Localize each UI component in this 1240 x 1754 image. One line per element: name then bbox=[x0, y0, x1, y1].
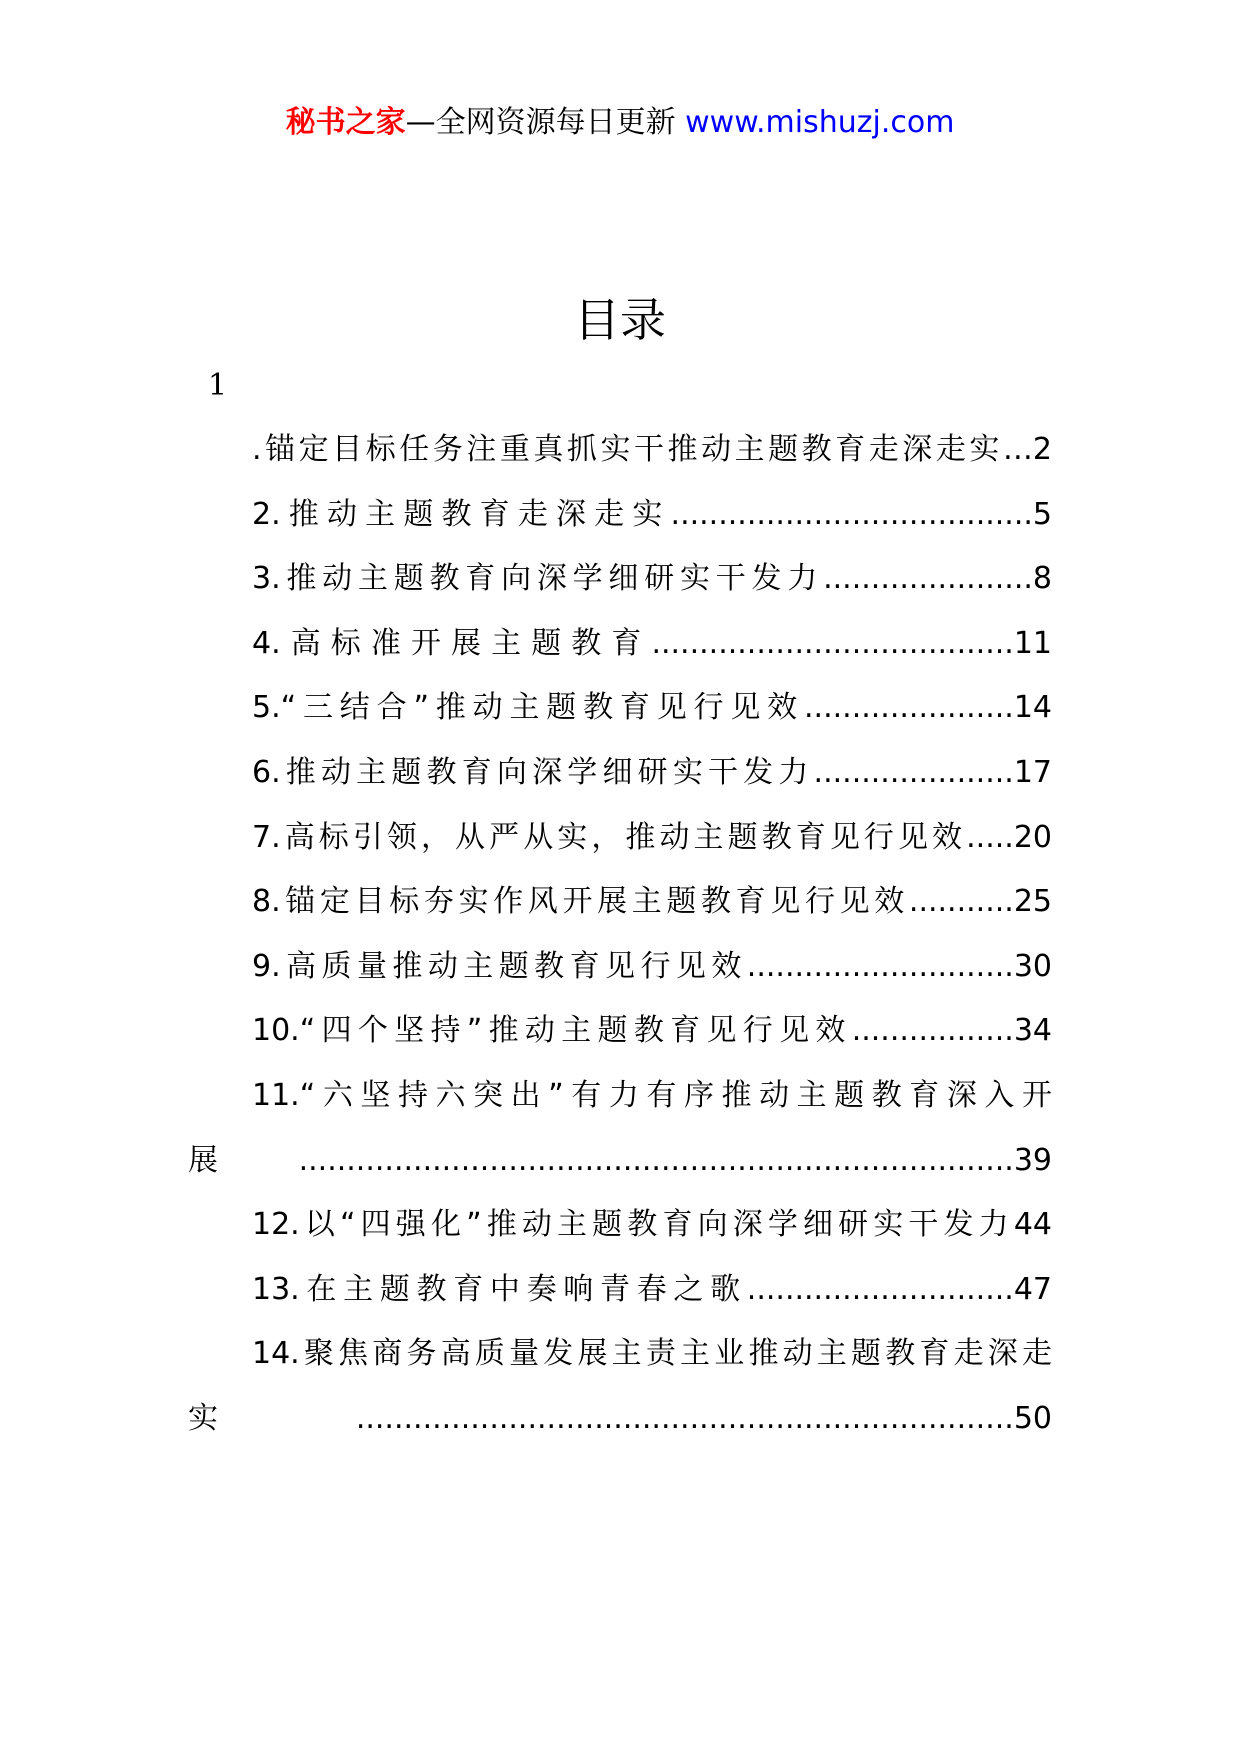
toc-entry-page: 20 bbox=[1013, 819, 1052, 855]
toc-entry-leader: ............................ bbox=[746, 1271, 1014, 1307]
toc-entry-8[interactable] bbox=[188, 870, 1052, 935]
toc-entry-page: 39 bbox=[1013, 1142, 1052, 1178]
toc-entry-leader: ........................................................................... bbox=[298, 1142, 1014, 1178]
toc-entry-page: 2 bbox=[1032, 432, 1052, 467]
toc-entry-number: 11. bbox=[252, 1077, 300, 1113]
toc-entry-leader: ...................................... bbox=[670, 496, 1033, 532]
toc-entry-title: “四个坚持”推动主题教育见行见效 bbox=[299, 1013, 852, 1049]
toc-entry-page: 14 bbox=[1013, 690, 1052, 726]
toc-entry-12[interactable] bbox=[188, 1193, 1052, 1258]
toc-entry-page: 34 bbox=[1013, 1013, 1052, 1049]
toc-entry-title: “六坚持六突出”有力有序推动主题教育深入开展 bbox=[188, 1077, 1052, 1178]
toc-entry-number: 14. bbox=[252, 1336, 300, 1372]
toc-entry-leader: ............................ bbox=[746, 948, 1014, 984]
brand-name: 秘书之家 bbox=[285, 105, 406, 140]
toc-entry-title: “三结合”推动主题教育见行见效 bbox=[280, 690, 805, 726]
toc-entry-page: 17 bbox=[1013, 754, 1052, 790]
toc-entry-leader: ...................... bbox=[804, 690, 1014, 726]
toc-entry-2[interactable] bbox=[188, 483, 1052, 548]
toc-entry-page: 47 bbox=[1013, 1271, 1052, 1307]
toc-entry-title: 锚定目标夯实作风开展主题教育见行见效 bbox=[280, 884, 909, 920]
toc-entry-leader: ..... bbox=[966, 819, 1014, 855]
toc-entry-number: 10. bbox=[252, 1013, 300, 1049]
toc-entry-title: 高标引领，从严从实，推动主题教育见行见效 bbox=[280, 819, 967, 855]
toc-entry-title: 以“四强化”推动主题教育向深学细研实干发力 bbox=[299, 1207, 1014, 1243]
toc-entry-page: 8 bbox=[1032, 561, 1052, 597]
toc-entry-leader: ........... bbox=[908, 884, 1014, 920]
toc-entry-leader: ................. bbox=[851, 1013, 1014, 1049]
toc-entry-number: 13. bbox=[252, 1271, 300, 1307]
toc-entry-title: 在主题教育中奏响青春之歌 bbox=[299, 1271, 747, 1307]
toc-entry-leader: ...................... bbox=[823, 561, 1033, 597]
toc-entry-number: 4. bbox=[252, 625, 281, 661]
toc-entry-5[interactable] bbox=[188, 676, 1052, 741]
toc-entry-title: 聚焦商务高质量发展主责主业推动主题教育走深走实 bbox=[188, 1336, 1052, 1436]
toc-entry-leader: ..................... bbox=[813, 754, 1014, 790]
toc-entry-6[interactable] bbox=[188, 741, 1052, 806]
toc-entry-title: 推动主题教育走深走实 bbox=[280, 496, 671, 532]
toc-entry-page: 25 bbox=[1013, 884, 1052, 920]
toc-entry-13[interactable] bbox=[188, 1258, 1052, 1323]
toc-entry-number: 9. bbox=[252, 948, 281, 984]
toc-entry-7[interactable] bbox=[188, 806, 1052, 871]
toc-entry-10[interactable] bbox=[188, 999, 1052, 1064]
table-of-contents bbox=[188, 418, 1052, 1452]
page-title: 目录 bbox=[574, 293, 666, 347]
toc-entry-number: 5. bbox=[252, 690, 281, 726]
toc-entry-leader: ..................................................................... bbox=[355, 1400, 1014, 1436]
toc-entry-page: 30 bbox=[1013, 948, 1052, 984]
toc-entry-4[interactable] bbox=[188, 612, 1052, 677]
toc-entry-number: 6. bbox=[252, 754, 281, 790]
toc-entry-1[interactable] bbox=[188, 418, 1052, 483]
toc-entry-leader: … bbox=[1002, 432, 1033, 467]
header-tagline: —全网资源每日更新 bbox=[405, 105, 676, 140]
toc-entry-page: 44 bbox=[1013, 1207, 1052, 1243]
toc-entry-number: 12. bbox=[252, 1207, 300, 1243]
toc-entry-page: 5 bbox=[1032, 496, 1052, 532]
toc-entry-9[interactable] bbox=[188, 935, 1052, 1000]
toc-entry-number: 8. bbox=[252, 884, 281, 920]
toc-entry-3[interactable] bbox=[188, 547, 1052, 612]
toc-entry-leader: ...................................... bbox=[651, 625, 1014, 661]
toc-entry-title: 锚定目标任务注重真抓实干推动主题教育走深走实 bbox=[261, 432, 1003, 467]
toc-entry-number: 3. bbox=[252, 561, 281, 597]
toc-entry-number: . bbox=[252, 432, 262, 467]
toc-entry-title: 高标准开展主题教育 bbox=[280, 625, 652, 661]
toc-field-mark: 1 bbox=[208, 368, 228, 403]
toc-entry-title: 推动主题教育向深学细研实干发力 bbox=[280, 754, 814, 790]
toc-entry-number: 2. bbox=[252, 496, 281, 532]
toc-entry-page: 11 bbox=[1013, 625, 1052, 661]
toc-entry-title: 推动主题教育向深学细研实干发力 bbox=[280, 561, 824, 597]
toc-entry-title: 高质量推动主题教育见行见效 bbox=[280, 948, 747, 984]
toc-entry-number: 7. bbox=[252, 819, 281, 855]
toc-entry-page: 50 bbox=[1013, 1400, 1052, 1436]
toc-entry-14[interactable] bbox=[188, 1322, 1052, 1451]
site-url-link[interactable]: www.mishuzj.com bbox=[685, 105, 955, 140]
site-header bbox=[0, 103, 1240, 143]
toc-entry-11[interactable] bbox=[188, 1064, 1052, 1193]
